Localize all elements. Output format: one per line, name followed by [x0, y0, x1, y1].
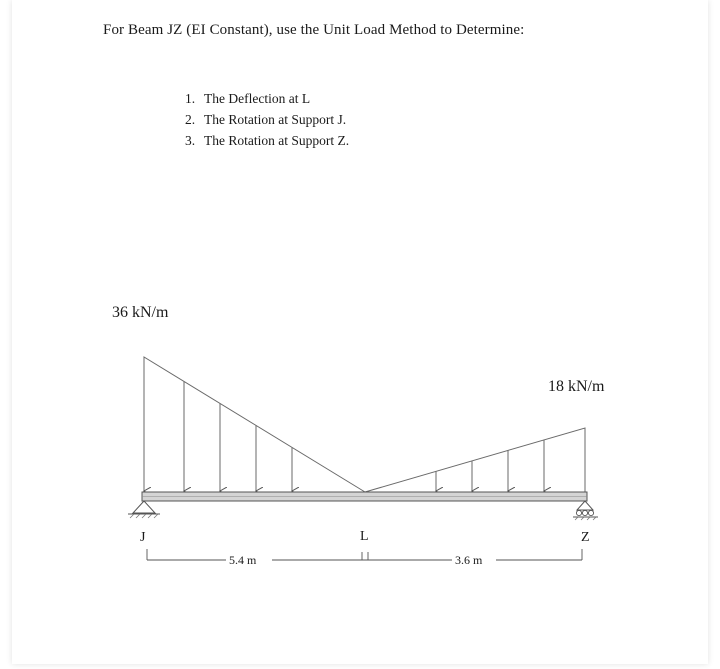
task-number: 1. — [185, 91, 196, 106]
dimension-lines — [147, 549, 582, 560]
task-text: The Rotation at Support Z. — [204, 133, 350, 148]
load-left-label: 36 kN/m — [112, 304, 169, 321]
task-number: 3. — [185, 133, 196, 148]
load-left-outline — [144, 357, 365, 492]
load-right-label: 18 kN/m — [548, 378, 605, 395]
task-text: The Rotation at Support J. — [204, 112, 347, 127]
roller-support-icon — [573, 501, 598, 520]
load-arrows — [144, 357, 544, 491]
support-z-label: Z — [581, 530, 590, 545]
span-left-label: 5.4 m — [229, 553, 257, 567]
problem-heading: For Beam JZ (EI Constant), use the Unit Load Method to Determine: — [103, 22, 525, 38]
task-text: The Deflection at L — [204, 91, 311, 106]
load-right-outline — [365, 428, 585, 492]
span-right-label: 3.6 m — [455, 553, 483, 567]
support-j-label: J — [140, 530, 146, 545]
pin-support-icon — [128, 501, 160, 518]
point-l-label: L — [360, 529, 369, 544]
task-number: 2. — [185, 112, 196, 127]
